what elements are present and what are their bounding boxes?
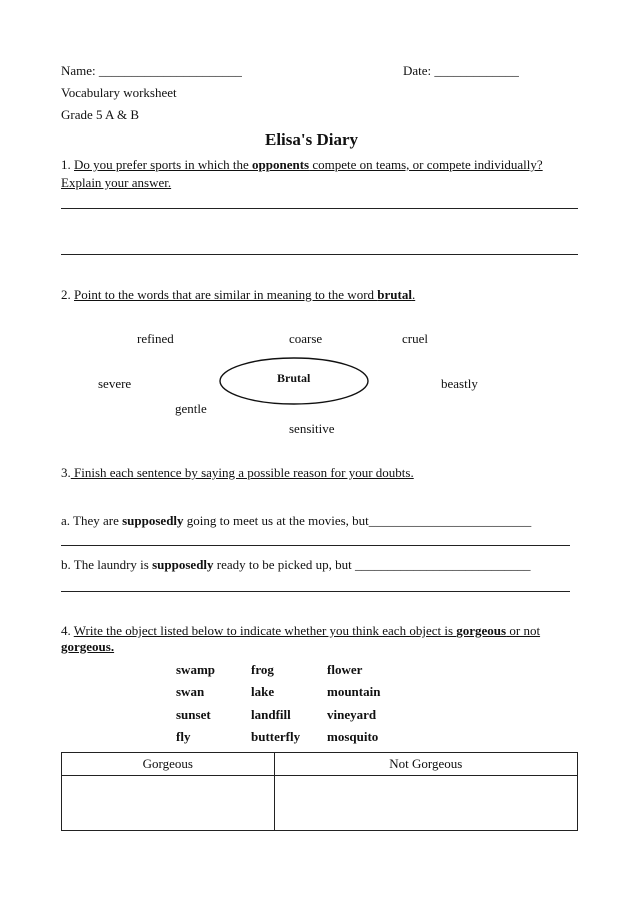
sentence-b-prefix: b. The laundry is [61, 557, 153, 572]
answer-line[interactable] [61, 545, 570, 546]
question-1 [61, 157, 543, 173]
not-gorgeous-cell[interactable] [274, 776, 577, 831]
sentence-b [61, 557, 531, 573]
word-beastly[interactable]: beastly [441, 376, 478, 391]
grade-label: Grade 5 A & B [61, 107, 139, 122]
header-gorgeous: Gorgeous [62, 753, 275, 776]
question-4 [61, 623, 540, 639]
answer-line[interactable] [61, 591, 570, 592]
word-swamp[interactable]: swamp [176, 662, 216, 677]
word-severe[interactable]: severe [98, 376, 132, 391]
question-4-keyword-b: gorgeous. [61, 639, 115, 654]
sentence-a-prefix: a. They are [61, 513, 123, 528]
question-2-text-a: Point to the words that are similar in meaning to the word [74, 287, 378, 302]
date-field-label: Date: _____________ [403, 63, 519, 78]
word-lake[interactable]: lake [251, 684, 275, 699]
question-2-number: 2. [61, 287, 74, 302]
question-4-keyword-a: gorgeous [456, 623, 507, 638]
question-3-number: 3. [61, 465, 71, 480]
question-1-text-c: Explain your answer. [61, 175, 172, 190]
question-2 [61, 287, 415, 303]
question-4-text-a: Write the object listed below to indicate whether you think each object is [73, 623, 457, 638]
center-word: Brutal [277, 371, 311, 385]
word-swan[interactable]: swan [176, 684, 205, 699]
word-gentle[interactable]: gentle [175, 401, 207, 416]
word-refined[interactable]: refined [137, 331, 174, 346]
gorgeous-cell[interactable] [62, 776, 275, 831]
word-landfill[interactable]: landfill [251, 707, 291, 722]
word-sensitive[interactable]: sensitive [289, 421, 335, 436]
word-flower[interactable]: flower [327, 662, 363, 677]
word-butterfly[interactable]: butterfly [251, 729, 301, 744]
word-sunset[interactable]: sunset [176, 707, 211, 722]
sorting-table [61, 752, 578, 831]
sentence-b-suffix: ready to be picked up, but ___________________________ [213, 557, 531, 572]
word-mountain[interactable]: mountain [327, 684, 381, 699]
word-mosquito[interactable]: mosquito [327, 729, 379, 744]
question-2-keyword: brutal [377, 287, 412, 302]
word-vineyard[interactable]: vineyard [327, 707, 377, 722]
table-header-row [62, 753, 578, 776]
page-title: Elisa's Diary [265, 130, 359, 149]
word-fly[interactable]: fly [176, 729, 191, 744]
question-1-text-b: compete on teams, or compete individually? [309, 157, 543, 172]
word-cruel[interactable]: cruel [402, 331, 428, 346]
question-3-text: Finish each sentence by saying a possible reason for your doubts. [70, 465, 414, 480]
sentence-b-keyword: supposedly [152, 557, 214, 572]
question-3 [61, 465, 414, 481]
question-1-text-a: Do you prefer sports in which the [74, 157, 252, 172]
sentence-a-suffix: going to meet us at the movies, but_________________________ [183, 513, 532, 528]
question-1-number: 1. [61, 157, 74, 172]
name-field-label: Name: ______________________ [61, 63, 242, 78]
word-frog[interactable]: frog [251, 662, 274, 677]
table-row [62, 776, 578, 831]
question-2-text-b: . [411, 287, 416, 302]
sentence-a-keyword: supposedly [122, 513, 184, 528]
header-not-gorgeous: Not Gorgeous [274, 753, 577, 776]
sentence-a [61, 513, 531, 529]
question-4-number: 4. [61, 623, 74, 638]
word-coarse[interactable]: coarse [289, 331, 323, 346]
subject-label: Vocabulary worksheet [61, 85, 177, 100]
answer-line[interactable] [61, 254, 578, 255]
question-4-text-b: or not [506, 623, 541, 638]
question-1-keyword: opponents [252, 157, 310, 172]
answer-line[interactable] [61, 208, 578, 209]
